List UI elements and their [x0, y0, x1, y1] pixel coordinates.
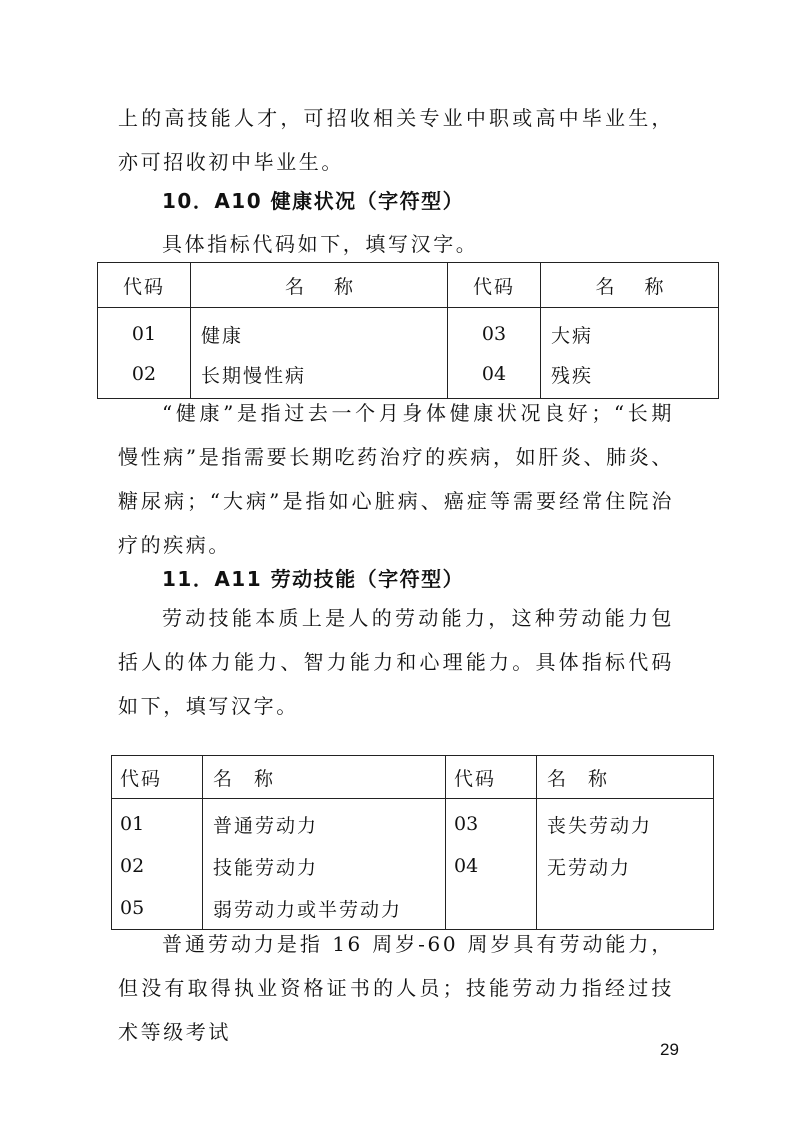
header-code: 代码: [98, 263, 191, 308]
code-cell: 01: [98, 308, 191, 355]
header-code: 代码: [112, 756, 203, 799]
name-cell: 普通劳动力: [203, 799, 446, 846]
header-code: 代码: [446, 756, 537, 799]
code-cell: 03: [446, 799, 537, 846]
section-10-heading: 10．A10 健康状况（字符型）: [162, 189, 465, 213]
section-11-heading: 11．A11 劳动技能（字符型）: [162, 567, 465, 591]
section-11-intro: 劳动技能本质上是人的劳动能力，这种劳动能力包括人的体力能力、智力能力和心理能力。具体指标代码如下，填写汉字。: [118, 606, 674, 718]
section-10-note: “健康”是指过去一个月身体健康状况良好；“长期慢性病”是指需要长期吃药治疗的疾病，如肝炎、肺炎、糖尿病；“大病”是指如心脏病、癌症等需要经常住院治疗的疾病。: [118, 401, 674, 557]
header-name: 名称: [191, 263, 448, 308]
code-cell: 02: [98, 354, 191, 399]
name-cell: 残疾: [551, 364, 594, 387]
header-code: 代码: [448, 263, 541, 308]
code-cell: 01: [112, 799, 203, 846]
table-row: [112, 845, 714, 887]
intro-paragraph: 上的高技能人才，可招收相关专业中职或高中毕业生，亦可招收初中毕业生。: [118, 106, 674, 174]
name-cell: 丧失劳动力: [547, 814, 653, 837]
table-header-row: [98, 263, 719, 308]
page-number: 29: [660, 1040, 679, 1059]
header-name: 名称: [203, 756, 446, 799]
code-cell: 03: [448, 308, 541, 355]
name-cell: 技能劳动力: [203, 845, 446, 887]
name-cell: 无劳动力: [547, 856, 632, 879]
section-11-note: 普通劳动力是指 16 周岁-60 周岁具有劳动能力，但没有取得执业资格证书的人员；技能劳动力指经过技术等级考试: [118, 932, 674, 1044]
table-row: [112, 799, 714, 846]
name-cell: 长期慢性病: [191, 354, 448, 399]
header-name: 名称: [541, 263, 719, 308]
header-name: 名称: [537, 756, 714, 799]
name-cell: 健康: [191, 308, 448, 355]
table-header-row: [112, 756, 714, 799]
table-row: [98, 308, 719, 355]
code-cell: 02: [112, 845, 203, 887]
labor-skill-table: [111, 755, 714, 930]
code-cell: 04: [446, 845, 537, 887]
section-10-intro: 具体指标代码如下，填写汉字。: [162, 232, 479, 256]
name-cell: 弱劳动力或半劳动力: [203, 887, 446, 930]
code-cell: 05: [112, 887, 203, 930]
health-status-table: [97, 262, 719, 399]
code-cell: 04: [448, 354, 541, 399]
name-cell: 大病: [551, 324, 594, 347]
